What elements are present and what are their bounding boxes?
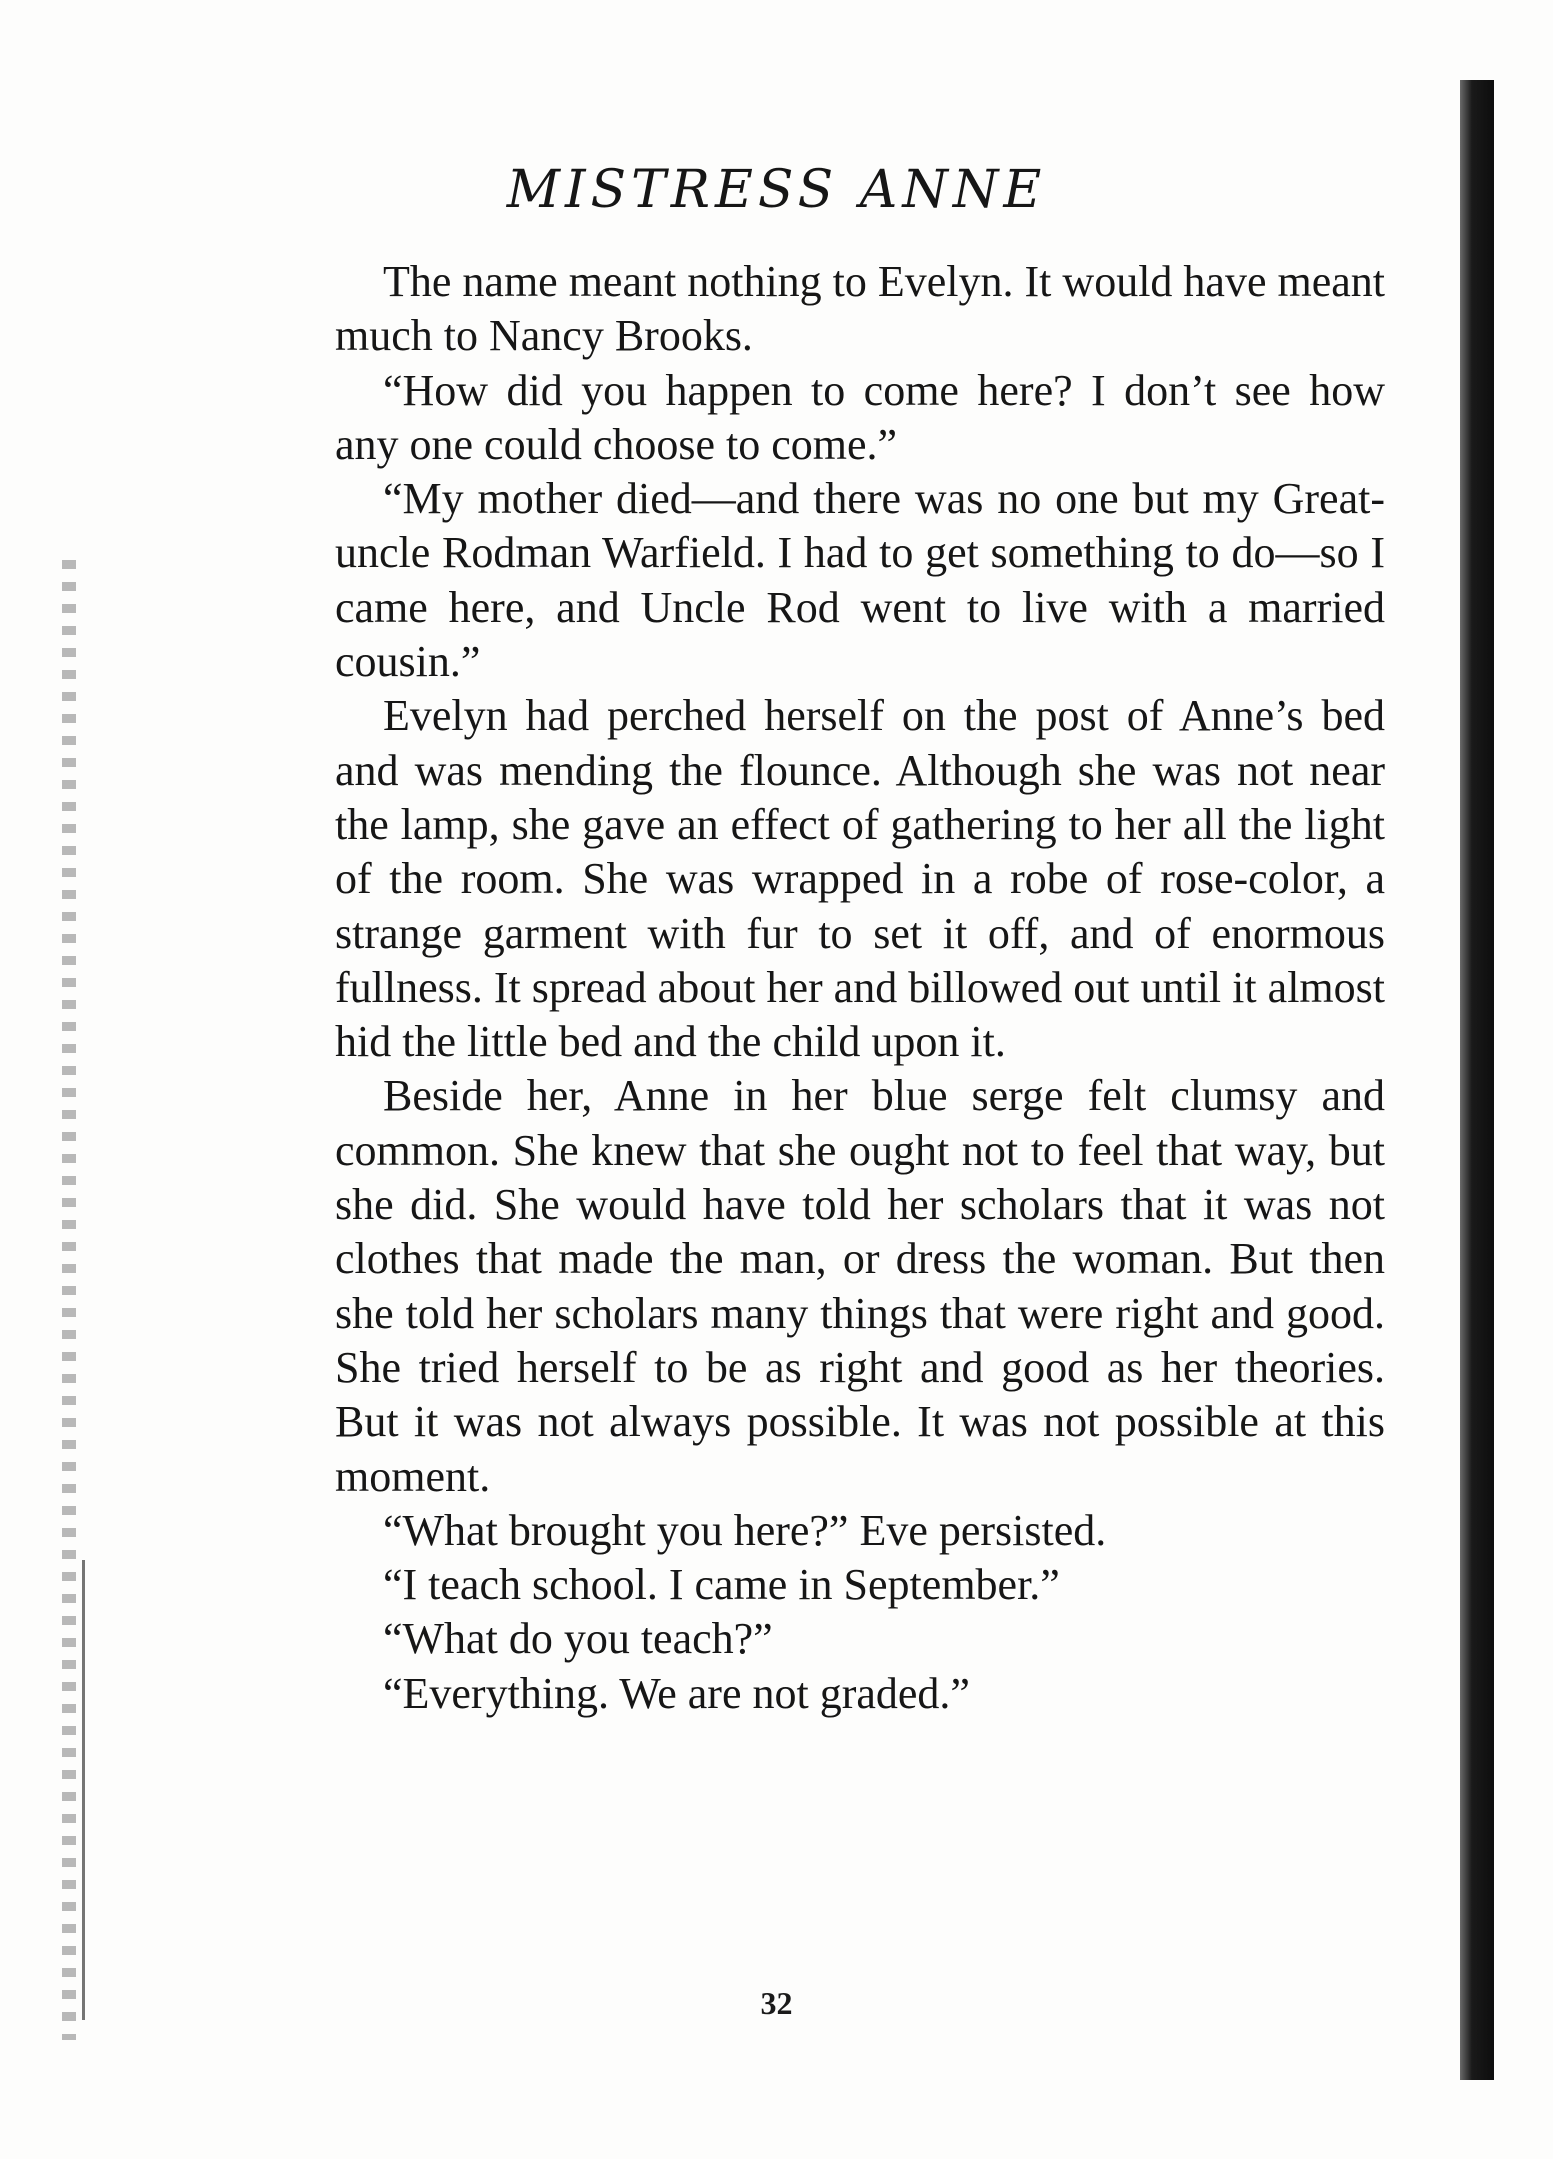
binding-gutter-shadow (62, 560, 76, 2040)
body-text (335, 255, 1385, 1721)
binding-gutter-line (82, 1560, 85, 2020)
paragraph: “I teach school. I came in September.” (383, 1560, 1060, 1610)
paragraph: Beside her, Anne in her blue serge felt clumsy and common. She knew that she ought not to feel that way, but she did. She would have told her scholars that it was not clothes that made the man, or dress the woman. But then she told her scholars many things that were right and good. She tried herself to be as right and good as her theories. But it was not always possible. It was not possible at this moment. (335, 1071, 1385, 1501)
running-head: MISTRESS ANNE (506, 160, 1047, 220)
paragraph: “My mother died—and there was no one but my Great-uncle Rodman Warfield. I had to get something to do—so I came here, and Uncle Rod went to live with a married cousin.” (335, 474, 1385, 687)
paragraph: “Everything. We are not graded.” (383, 1668, 970, 1718)
paragraph: “What do you teach?” (383, 1614, 773, 1664)
page-edge-shadow (1460, 80, 1494, 2080)
page-number: 32 (760, 1985, 793, 2021)
paragraph: “How did you happen to come here? I don’t see how any one could choose to come.” (335, 365, 1385, 469)
paragraph: “What brought you here?” Eve persisted. (383, 1505, 1107, 1555)
paragraph: The name meant nothing to Evelyn. It would have meant much to Nancy Brooks. (335, 257, 1385, 361)
paragraph: Evelyn had perched herself on the post of Anne’s bed and was mending the flounce. Although she was not near the lamp, she gave an effect of gathering to her all the light of the room. She was wrapped in a robe of rose-color, a strange garment with fur to set it off, and of enormous fullness. It spread about her and billowed out until it almost hid the little bed and the child upon it. (335, 691, 1385, 1067)
